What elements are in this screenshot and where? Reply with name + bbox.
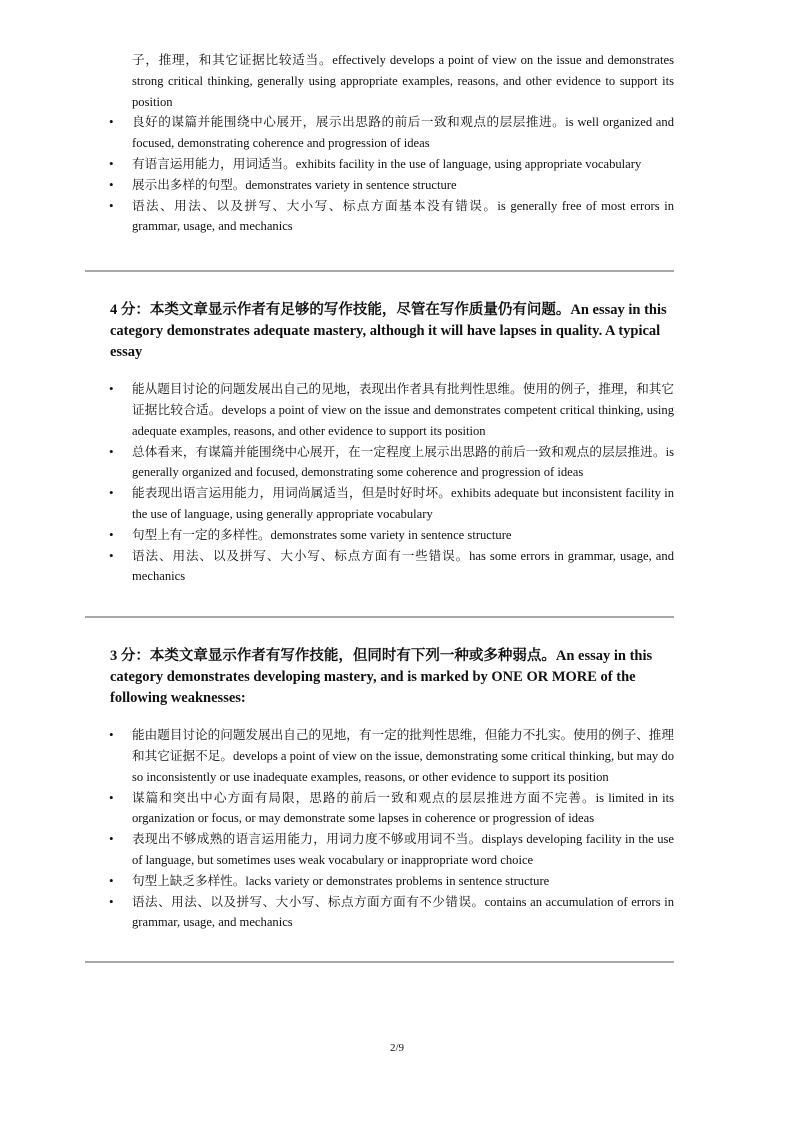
list-item <box>110 196 674 238</box>
list-item <box>110 725 674 787</box>
list-item-text: 能从题目讨论的问题发展出自己的见地，表现出作者具有批判性思维。使用的例子，推理，和其它证据比较合适。develops a point of view on the issue and demonstrates competent critical thinking, using adequate examples, reasons, and other evidence to support its position <box>132 382 674 438</box>
bullet-icon: • <box>109 831 114 847</box>
section-heading-3: 3 分：本类文章显示作者有写作技能，但同时有下列一种或多种弱点。An essay in this category demonstrates developing mastery, and is marked by ONE OR MORE of the following weaknesses: <box>110 648 653 707</box>
bullet-icon: • <box>109 485 114 501</box>
list-item-text: 语法、用法、以及拼写、大小写、标点方面方面有不少错误。contains an accumulation of errors in grammar, usage, and mechanics <box>132 894 674 930</box>
document-page <box>110 50 674 963</box>
list-item-text: 良好的谋篇并能围绕中心展开，展示出思路的前后一致和观点的层层推进。is well organized and focused, demonstrating coherence and progression of ideas <box>132 115 674 151</box>
section-divider <box>85 270 674 272</box>
list-item <box>110 871 674 892</box>
list-item-text: 总体看来，有谋篇并能围绕中心展开，在一定程度上展示出思路的前后一致和观点的层层推进。is generally organized and focused, demonstrating some coherence and progression of ideas <box>132 444 674 480</box>
list-item-text: 展示出多样的句型。demonstrates variety in sentence structure <box>132 177 457 192</box>
bullet-icon: • <box>109 727 114 743</box>
list-item-text: 语法、用法、以及拼写、大小写、标点方面基本没有错误。is generally free of most errors in grammar, usage, and mechanics <box>132 198 674 234</box>
list-item-text: 谋篇和突出中心方面有局限，思路的前后一致和观点的层层推进方面不完善。is limited in its organization or focus, or may demonstrate some lapses in coherence or progression of ideas <box>132 790 674 826</box>
bullet-icon: • <box>109 443 114 459</box>
list-item <box>110 154 674 175</box>
page-number: 2/9 <box>389 1042 405 1054</box>
bullet-icon: • <box>109 176 114 192</box>
bullet-icon: • <box>109 526 114 542</box>
list-item <box>110 546 674 588</box>
list-item <box>110 483 674 525</box>
section-divider <box>85 616 674 618</box>
list-item <box>110 829 674 871</box>
bullet-icon: • <box>109 893 114 909</box>
bullet-icon: • <box>109 114 114 130</box>
bullet-icon: • <box>109 381 114 397</box>
bullet-icon: • <box>109 789 114 805</box>
continuation-text: 子，推理，和其它证据比较适当。effectively develops a point of view on the issue and demonstrates strong critical thinking, generally using appropriate examples, reasons, and other evidence to support its position <box>132 53 674 109</box>
list-item <box>110 175 674 196</box>
list-item <box>110 525 674 546</box>
list-item <box>110 379 674 441</box>
list-item-text: 句型上有一定的多样性。demonstrates some variety in sentence structure <box>132 527 512 542</box>
bullet-icon: • <box>109 155 114 171</box>
list-item-text: 表现出不够成熟的语言运用能力，用词力度不够或用词不当。displays developing facility in the use of language, but sometimes uses weak vocabulary or inappropriate word choice <box>132 832 674 867</box>
bullet-icon: • <box>109 197 114 213</box>
list-item <box>110 892 674 934</box>
list-item-text: 语法、用法、以及拼写、大小写、标点方面有一些错误。has some errors in grammar, usage, and mechanics <box>132 548 674 584</box>
list-item-text: 句型上缺乏多样性。lacks variety or demonstrates problems in sentence structure <box>132 873 550 888</box>
bullet-icon: • <box>109 547 114 563</box>
bullet-icon: • <box>109 872 114 888</box>
list-item-text: 能由题目讨论的问题发展出自己的见地，有一定的批判性思维，但能力不扎实。使用的例子、推理和其它证据不足。develops a point of view on the issue, demonstrating some critical thinking, but may do so inconsistently or use inadequate examples, reasons, or other evidence to support its position <box>132 728 674 784</box>
section-heading-4: 4 分：本类文章显示作者有足够的写作技能，尽管在写作质量仍有问题。An essay in this category demonstrates adequate mastery, although it will have lapses in quality. A typical essay <box>110 302 667 361</box>
list-item-text: 能表现出语言运用能力，用词尚属适当，但是时好时坏。exhibits adequate but inconsistent facility in the use of language, using generally appropriate vocabulary <box>132 486 674 521</box>
section3-bullet-list <box>110 725 674 933</box>
list-item-text: 有语言运用能力，用词适当。exhibits facility in the use of language, using appropriate vocabulary <box>132 156 642 171</box>
list-item <box>110 112 674 154</box>
list-item <box>110 788 674 830</box>
top-bullet-list <box>110 112 674 237</box>
section-divider <box>85 961 674 963</box>
list-item <box>110 442 674 484</box>
section4-bullet-list <box>110 379 674 587</box>
